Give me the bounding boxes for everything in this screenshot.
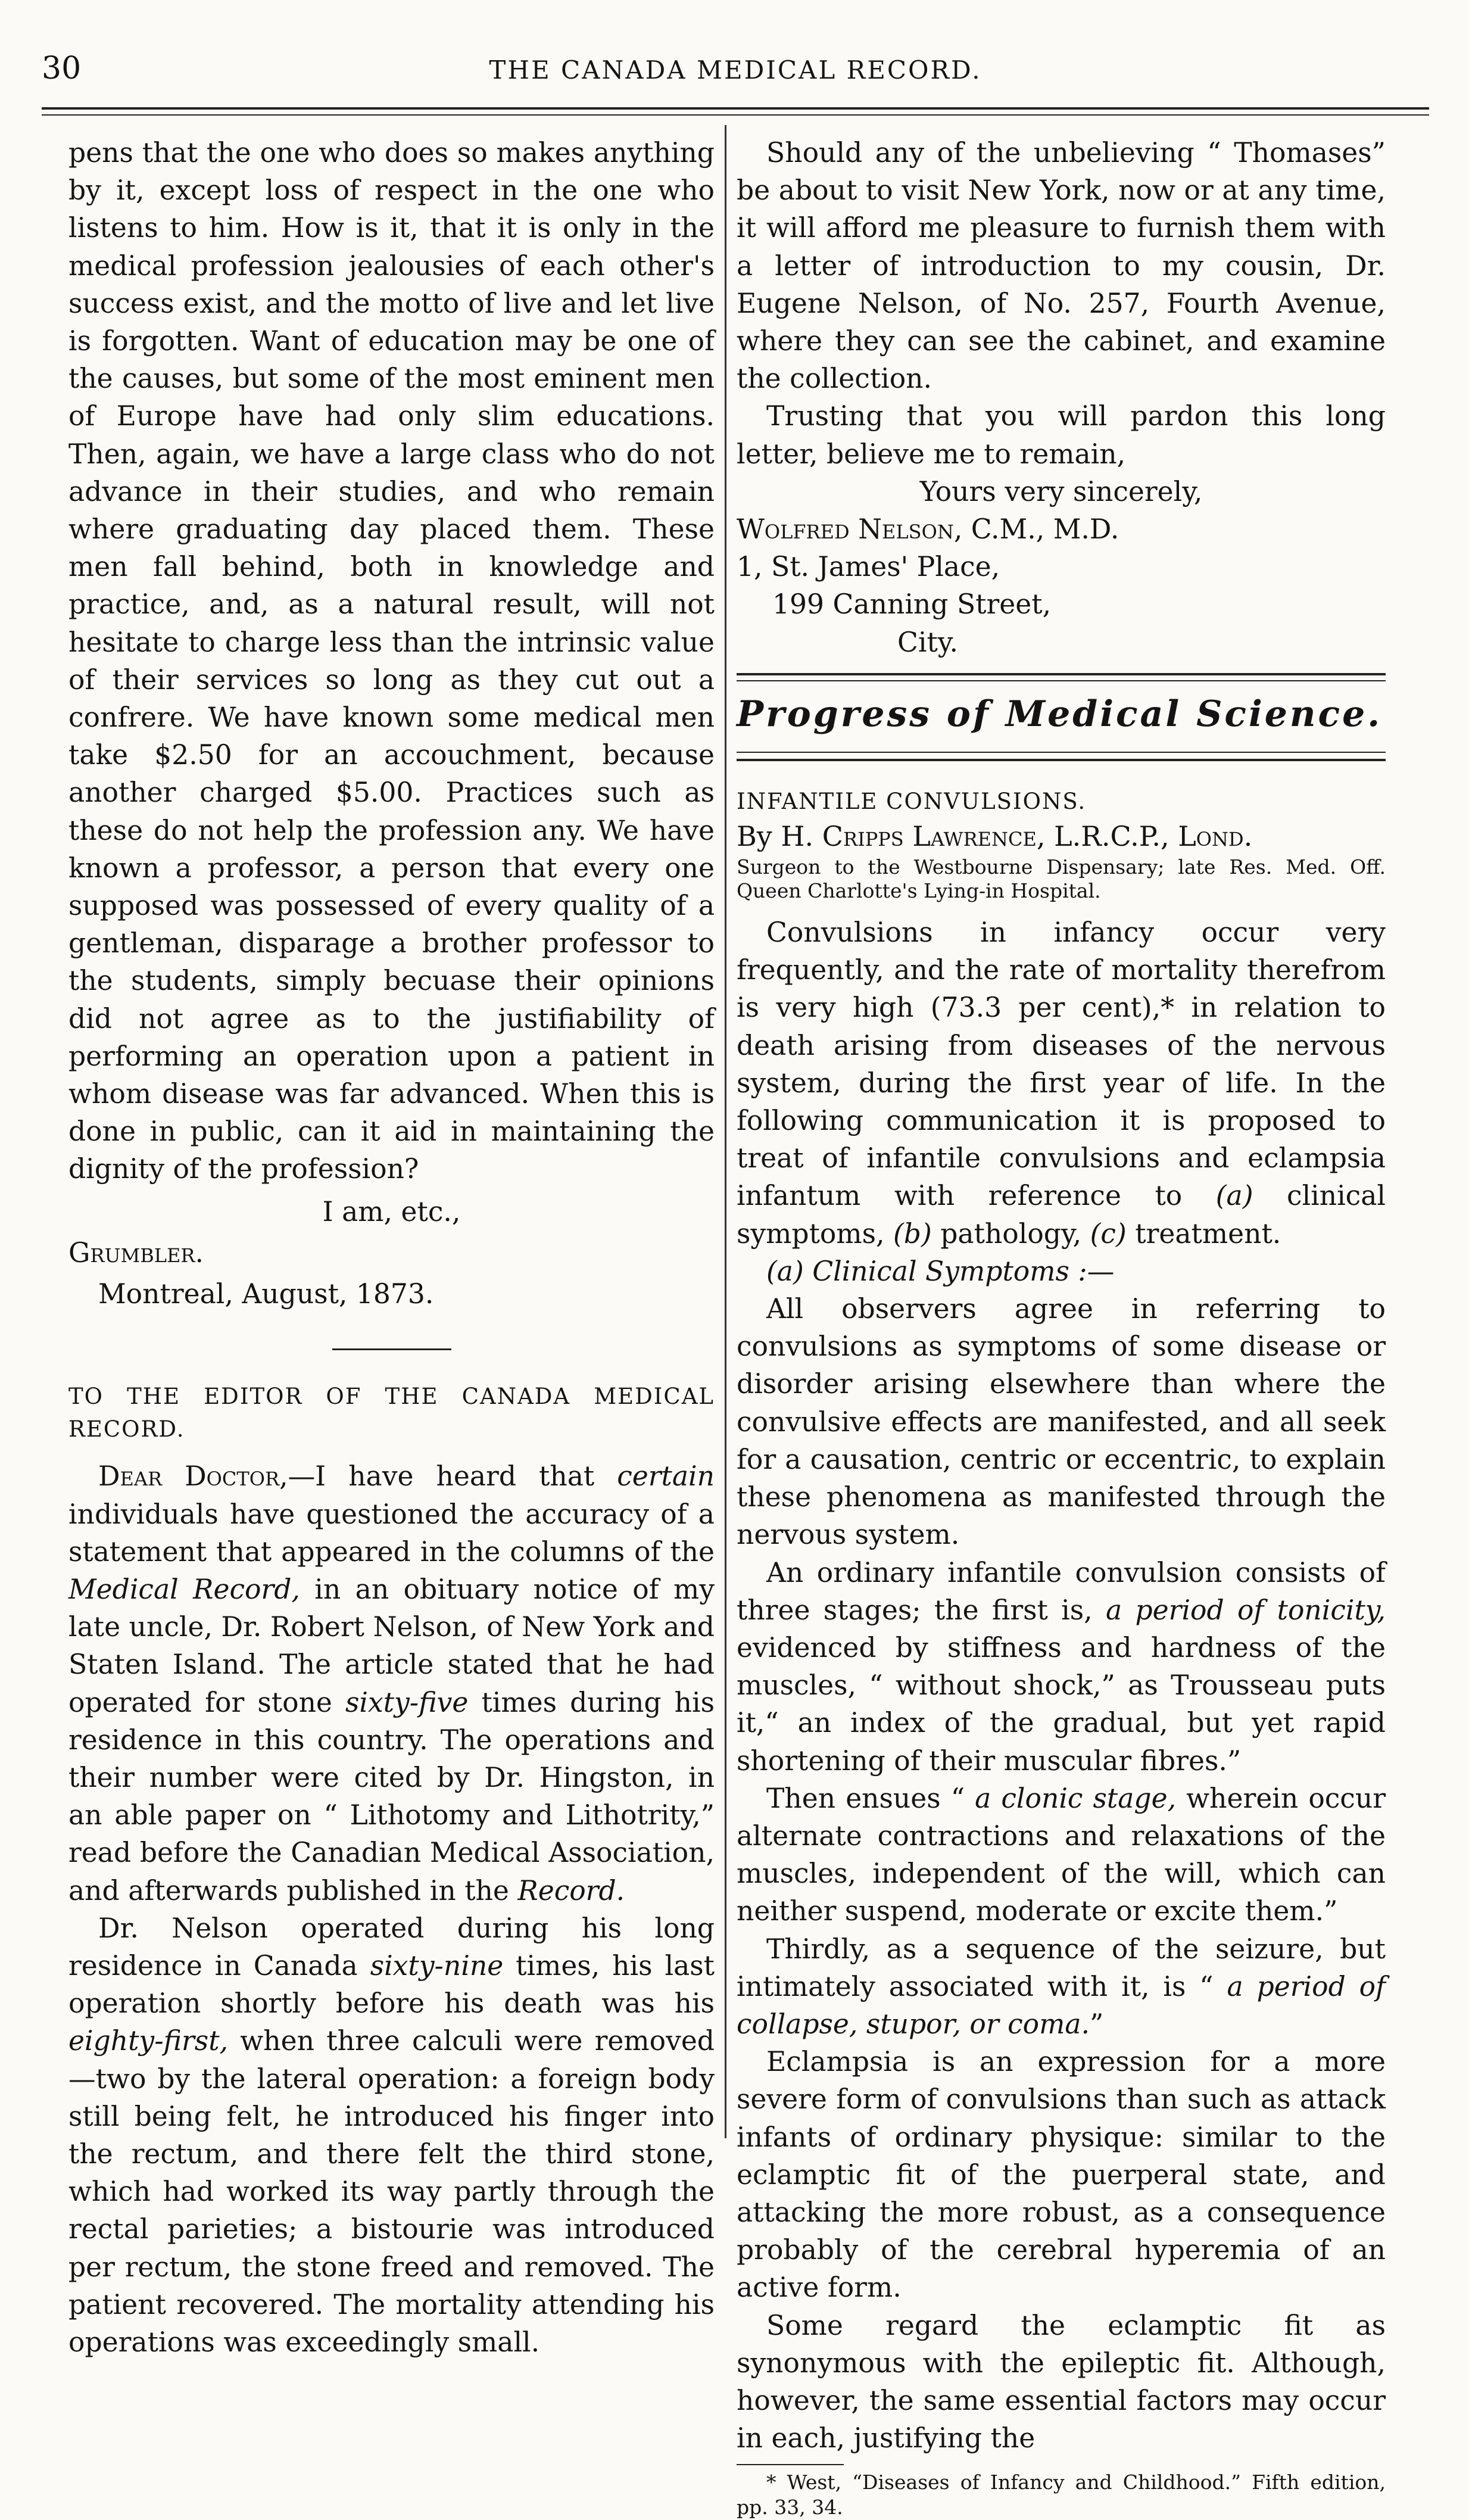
section-rule (737, 673, 1386, 675)
section-title: Progress of Medical Science. (737, 693, 1383, 735)
footnote: * West, “Diseases of Infancy and Childhood.” Fifth edition, pp. 33, 34. (737, 2471, 1386, 2519)
letter-heading: TO THE EDITOR OF THE CANADA MEDICAL RECORD. (68, 1384, 715, 1443)
signature: Grumbler. (68, 1236, 204, 1269)
salutation: Dear Doctor, (98, 1460, 288, 1493)
paragraph: pens that the one who does so makes anything by it, except loss of respect in the one who listens to him. How is it, that it is only in the medical profession jealousies of each other's success exist, and the motto of live and let live is forgotten. Want of education may be one of the causes, but some of the most eminent men of Europe have had only slim educations. Then, again, we have a large class who do not advance in their studies, and who remain where graduating day placed them. These men fall behind, both in knowledge and practice, and, as a natural result, will not hesitate to charge less than the intrinsic value of their services so long as they cut out a confrere. We have known some medical men take $2.50 for an accouchment, because another charged $5.00. Practices such as these do not help the profession any. We have known a professor, a person that every one supposed was possessed of every quality of a gentleman, disparage a brother professor to the students, simply becuase their opinions did not agree as to the justifiability of performing an operation upon a patient in whom disease was far advanced. When this is done in public, can it aid in maintaining the dignity of the profession? (68, 137, 715, 1185)
paragraph: An ordinary infantile convulsion consists of three stages; the first is, a period of tonicity, evidenced by stiffness and hardness of the muscles, “ without shock,” as Trousseau puts it,“ an index of the gradual, but yet rapid shortening of their muscular fibres.” (737, 1556, 1386, 1777)
page-number: 30 (42, 51, 82, 86)
section-rule-thin (737, 752, 1386, 753)
page-header (42, 51, 1429, 86)
paragraph: Thirdly, as a sequence of the seizure, but intimately associated with it, is “ a period of collapse, stupor, or coma.” (737, 1933, 1386, 2040)
address-line: City. (897, 626, 958, 658)
right-column (737, 134, 1386, 2519)
section-rule (737, 759, 1386, 761)
author-affiliation: Surgeon to the Westbourne Dispensary; late Res. Med. Off. Queen Charlotte's Lying-in Hospital. (737, 855, 1386, 903)
paragraph: Dear Doctor,—I have heard that certain individuals have questioned the accuracy of a statement that appeared in the columns of the Medical Record, in an obituary notice of my late uncle, Dr. Robert Nelson, of New York and Staten Island. The article stated that he had operated for stone sixty-five times during his residence in this country. The operations and their number were cited by Dr. Hingston, in an able paper on “ Lithotomy and Lithotrity,” read before the Canadian Medical Association, and afterwards published in the Record. (68, 1460, 715, 1907)
address-line: 1, St. James' Place, (737, 551, 1000, 583)
header-rule-thin (42, 114, 1429, 116)
paragraph: Dr. Nelson operated during his long residence in Canada sixty-nine times, his last operation shortly before his death was his eighty-first, when three calculi were removed—two by the lateral operation: a foreign body still being felt, he introduced his finger into the rectum, and there felt the third stone, which had worked its way partly through the rectal parieties; a bistourie was introduced per rectum, the stone freed and removed. The patient recovered. The mortality attending his operations was exceedingly small. (68, 1912, 715, 2358)
paragraph: Convulsions in infancy occur very frequently, and the rate of mortality therefrom is very high (73.3 per cent),* in relation to death arising from diseases of the nervous system, during the first year of life. In the following communication it is proposed to treat of infantile convulsions and eclampsia infantum with reference to (a) clinical symptoms, (b) pathology, (c) treatment. (737, 917, 1386, 1250)
paragraph: Should any of the unbelieving “ Thomases” be about to visit New York, now or at any time, it will afford me pleasure to furnish them with a letter of introduction to my cousin, Dr. Eugene Nelson, of No. 257, Fourth Avenue, where they can see the cabinet, and examine the collection. (737, 137, 1386, 395)
paragraph: Trusting that you will pardon this long letter, believe me to remain, (737, 400, 1386, 470)
running-title: THE CANADA MEDICAL RECORD. (489, 55, 982, 85)
paragraph: Eclampsia is an expression for a more severe form of convulsions than such as attack infants of ordinary physique: similar to the eclamptic fit of the puerperal state, and attacking the more robust, as a consequence probably of the cerebral hyperemia of an active form. (737, 2046, 1386, 2304)
paragraph: Then ensues “ a clonic stage, wherein occur alternate contractions and relaxations of the muscles, independent of the will, which can neither suspend, moderate or excite them.” (737, 1782, 1386, 1927)
left-column (68, 134, 715, 2358)
subheading: (a) Clinical Symptoms :— (766, 1255, 1115, 1287)
closing: Yours very sincerely, (919, 475, 1203, 507)
column-divider (725, 125, 726, 2138)
article-title: INFANTILE CONVULSIONS. (737, 788, 1087, 814)
byline: By H. Cripps Lawrence, L.R.C.P., Lond. (737, 820, 1253, 852)
address-line: 199 Canning Street, (772, 588, 1052, 621)
closing: I am, etc., (322, 1195, 461, 1228)
address-block (737, 548, 1386, 661)
paragraph: Some regard the eclamptic fit as synonymous with the epileptic fit. Although, however, the same essential factors may occur in each, justifying the (737, 2309, 1386, 2454)
footnote-rule (737, 2464, 844, 2465)
separator-rule (332, 1348, 451, 1350)
dateline: Montreal, August, 1873. (98, 1278, 434, 1310)
paragraph: All observers agree in referring to convulsions as symptoms of some disease or disorder arising elsewhere than where the convulsive effects are manifested, and all seek for a causation, centric or eccentric, to explain these phenomena as manifested through the nervous system. (737, 1293, 1386, 1551)
signature: Wolfred Nelson, C.M., M.D. (737, 513, 1119, 546)
header-rule (42, 107, 1429, 110)
